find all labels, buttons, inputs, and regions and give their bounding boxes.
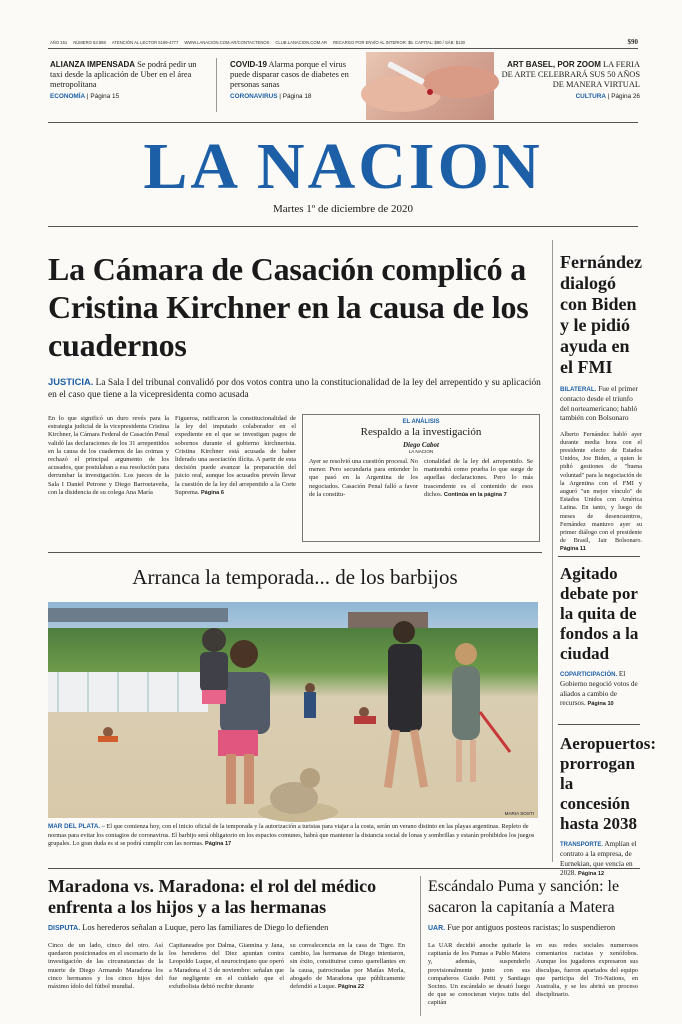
lead-col2 — [175, 415, 296, 543]
analysis-ref[interactable]: Continúa en la página 7 — [443, 491, 507, 498]
topline-item: NÚMERO 53.888 — [73, 39, 106, 45]
teaser-page: Página 18 — [282, 93, 312, 100]
bottom-deck — [48, 923, 416, 934]
sidebar-deck-text: Fue el primer contacto desde el triunfo del norteamericano; habló también con Bolsonaro — [560, 384, 639, 423]
sidebar-ref[interactable]: Página 11 — [560, 546, 586, 553]
sidebar-deck-text: El Gobierno negoció votos de aliados a cambio de recursos. — [560, 670, 638, 708]
teaser-covid[interactable] — [230, 60, 368, 112]
bottom-columns — [48, 942, 416, 990]
beach-photo — [48, 602, 538, 818]
bottom-headline: Escándalo Puma y sanción: le sacaron la capitanía a Matera — [428, 878, 620, 916]
teaser-divider — [216, 58, 217, 112]
teaser-text — [230, 60, 368, 90]
bottom-divider — [420, 876, 421, 1016]
teaser-body: Se podrá pedir un taxi desde la aplicación de Uber en el área metropolitana — [50, 60, 197, 89]
masthead-title[interactable]: LA NACION — [143, 130, 543, 203]
lead-col2-text: Figueroa, ratificaron la constitucionalidad de la ley del imputado colaborador en el expediente en el que se investigan pagos de sobornos durante el gobierno kirchnerista. Cristina Kirchner está acusada de haber liderado una asociación ilícita. A partir de esta decisión puede avanzar la preparación del juicio oral, aunque los acusados prevén llevar la cuestión de la ley del arrepentido a la Corte Suprema. — [175, 415, 296, 496]
lead-col2-ref[interactable]: Página 6 — [200, 489, 224, 496]
topline-item: CLUB.LANACION.COM.AR — [275, 39, 328, 45]
analysis-title: Respaldo a la investigación — [360, 426, 482, 438]
sidebar-deck-text: Amplían el contrato a la empresa, de Eurnekian, que vencía en 2028. — [560, 840, 637, 878]
sidebar-body-text: Alberto Fernández habló ayer durante media hora con el presidente electo de Estados Unidos, Joe Biden, a quien le pidió gestiones de "buena voluntad" para la negociación de la Argentina con el FMI y auguró "un mejor vínculo" de Estados Unidos con América Latina. En tanto, y luego de meses de desencuentros, Fernández mantuvo ayer su primer diálogo con el presidente de Brasil, Jair Bolsonaro. — [560, 430, 642, 545]
analysis-box[interactable] — [302, 414, 540, 542]
teaser-text — [500, 60, 640, 90]
price: $90 — [627, 38, 638, 46]
sidebar-kicker: BILATERAL. — [560, 386, 597, 393]
analysis-outlet: LA NACION — [408, 449, 434, 454]
sidebar-divider — [552, 240, 553, 862]
teaser-section-line: CORONAVIRUS | Página 18 — [230, 93, 312, 100]
bottom-deck-text: Fue por antiguos posteos racistas; lo suspendieron — [447, 923, 616, 932]
sidebar-deck — [560, 384, 642, 423]
sidebar-deck — [560, 840, 642, 880]
bottom-deck-text: Los herederos señalan a Luque, pero las familiares de Diego lo defienden — [82, 923, 329, 932]
sidebar-ref[interactable]: Página 12 — [577, 871, 605, 878]
teaser-section-line: CULTURA | Página 26 — [575, 93, 640, 100]
photo-caption — [48, 823, 542, 863]
sidebar-story-transporte[interactable] — [560, 734, 656, 878]
bottom-columns — [428, 942, 642, 1007]
bottom-story-maradona[interactable] — [48, 876, 416, 1024]
teaser-cultura[interactable] — [500, 60, 640, 112]
photo-credit: MARIA SOSTI — [504, 811, 534, 816]
sidebar-body — [560, 431, 642, 555]
topline-item: ATENCIÓN AL LECTOR 5199-4777 — [111, 39, 179, 45]
teaser-photo — [366, 52, 494, 120]
teaser-section: CULTURA — [575, 93, 606, 100]
sidebar-ref[interactable]: Página 10 — [587, 701, 614, 708]
teaser-page: Página 15 — [90, 93, 120, 100]
teaser-page: Página 26 — [611, 93, 640, 100]
teaser-headline: ART BASEL, POR ZOOM — [507, 60, 601, 69]
lead-kicker: JUSTICIA. — [48, 376, 94, 387]
bottom-col1: Cinco de un lado, cinco del otro. Así quedaron posicionados en el escenario de la investigación de las circunstancias de la muerte de Diego Armando Maradona los cinco hermanos y los cinco hijos del máximo ídolo del fútbol mundial. — [48, 942, 163, 991]
bottom-col2: en sus redes sociales numerosos comentarios racistas y xenófobos. Aunque los jugadores expresaron sus disculpas, fueron apartados del equipo que participa del Tri-Nations, en Australia, y se les abrirá un proceso disciplinario. — [536, 942, 638, 999]
analysis-col2-text: cionalidad de la ley del arrepentido. Se mantendrá como prueba lo que surge de aquellas declaraciones. Pero lo más trascendente es el contenido de esos dichos. — [424, 458, 533, 498]
sidebar-kicker: COPARTICIPACIÓN. — [560, 672, 618, 678]
teaser-headline: COVID-19 — [230, 60, 267, 69]
sidebar-headline: Aeropuertos: prorrogan la concesión hasta 2038 — [560, 734, 656, 833]
lead-headline[interactable]: La Cámara de Casación complicó a Cristina Kirchner en la causa de los cuadernos — [48, 251, 529, 363]
analysis-label: EL ANÁLISIS — [402, 419, 440, 425]
lead-col1: En lo que significó un duro revés para la estrategia judicial de la vicepresidenta Cristina Kirchner, la Cámara Federal de Casación Penal validó las declaraciones de los 31 arrepentidos en la causa de los cuadernos de las coimas y rechazó el principal argumento de los acusados, que postulaban a esa resolución para derrumbar la investigación. Los jueces de la Sala I Daniel Petrone y Diego Barroetaveña, con la disidencia de su colega Ana María — [48, 415, 169, 496]
bottom-rule — [48, 868, 640, 869]
sidebar-headline: Agitado debate por la quita de fondos a la ciudad — [560, 564, 639, 663]
topline-item: RECARGO POR ENVÍO AL INTERIOR: $5. CAPITAL: $90 / SÁB: $130 — [333, 39, 466, 45]
sidebar-story-coparticipacion[interactable] — [560, 564, 642, 714]
bottom-kicker: DISPUTA. — [48, 925, 81, 932]
topline — [50, 37, 638, 47]
sidebar-story-bilateral[interactable] — [560, 252, 642, 552]
analysis-col2 — [424, 458, 533, 520]
caption-text: – El que comienza hoy, con el inicio oficial de la temporada y la autorización a turistas para viajar a la costa, serán un verano distinto en las playas argentinas. Repleto de normas para evitar los contagios de coronavirus. El barbijo será obligatorio en los espacios comunes, habrá que mantener la distancia social de lonas y sombrillas y estarán prohibidos los juegos grupales. Lo gran duda es si se podrá cumplir con las normas. — [48, 823, 535, 848]
sidebar-deck — [560, 670, 642, 710]
teaser-rule — [48, 122, 638, 123]
sidebar-headline: Fernández dialogó con Biden y le pidió ayuda en el FMI — [560, 252, 642, 377]
teaser-body: LA FERIA DE ARTE CELEBRARÁ SUS 50 AÑOS DE MANERA VIRTUAL — [501, 60, 640, 89]
caption-kicker: MAR DEL PLATA. — [48, 823, 101, 830]
teaser-text — [50, 60, 206, 90]
sidebar-rule — [558, 556, 640, 557]
bottom-col1: La UAR decidió anoche quitarle la capitanía de los Pumas a Pablo Matera y, además, suspenderlo provisionalmente junto con sus compañeros Guido Petti y Santiago Socino. Un escándalo se desató luego de que se conocieran viejos tuits del capitán — [428, 942, 530, 1007]
masthead-date: Martes 1º de diciembre de 2020 — [273, 203, 413, 215]
bottom-deck — [428, 923, 642, 934]
bottom-ref[interactable]: Página 22 — [337, 984, 365, 991]
topline-item: AÑO 151 — [50, 39, 68, 45]
beach-scene-icon — [48, 602, 538, 818]
lead-deck-text: La Sala I del tribunal convalidó por dos votos contra uno la constitucionalidad de la ley del arrepentido y su aplicación en el caso que tiene a la vicepresidenta como acusada — [48, 378, 541, 400]
bottom-headline: Maradona vs. Maradona: el rol del médico enfrenta a los hijos y a las hermanas — [48, 876, 377, 917]
teaser-section: CORONAVIRUS — [230, 93, 278, 100]
analysis-col1: Ayer se resolvió una cuestión procesal. No menor. Pero secundaria para entender lo que pasó en la Argentina de los negociados. Casación Penal falló a favor de la constitu- — [309, 458, 418, 498]
bottom-kicker: UAR. — [428, 925, 446, 932]
sidebar-kicker: TRANSPORTE. — [560, 842, 604, 848]
caption-ref[interactable]: Página 17 — [205, 841, 232, 848]
bottom-col3 — [290, 942, 405, 990]
photo-headline[interactable]: Arranca la temporada... de los barbijos — [132, 565, 458, 589]
topline-item: WWW.LANACION.COM.AR/CONTACTENOS — [184, 39, 270, 45]
teaser-body: Alarma porque el virus puede disparar casos de diabetes en personas sanas — [230, 60, 349, 89]
lead-rule — [48, 552, 542, 553]
teaser-section-line: ECONOMÍA | Página 15 — [50, 93, 120, 100]
finger-syringe-icon — [366, 52, 494, 120]
analysis-author: Diego Cabot — [403, 441, 439, 449]
bottom-story-matera[interactable] — [428, 876, 642, 1024]
masthead-rule — [48, 226, 638, 227]
teaser-section: ECONOMÍA — [50, 93, 86, 100]
bottom-col3-text: su convalecencia en la casa de Tigre. En cambio, las hermanas de Diego intentaron, sin éxito, constituirse como querellantes en la causa, patrocinadas por Matías Morla, abogado de Maradona que públicamente defendió a Luque. — [290, 942, 405, 991]
bottom-col2: Capitaneados por Dalma, Giannina y Jana, los herederos del Diez apuntan contra Leopoldo Luque, el neurocirujano que operó a Maradona el 3 de noviembre: señalan que fue negligente en el cuidado que el exfutbolista debió recibir durante — [169, 942, 284, 991]
teaser-headline: ALIANZA IMPENSADA — [50, 60, 136, 69]
lead-deck — [48, 376, 542, 401]
topline-rule — [48, 48, 638, 49]
teaser-economia[interactable] — [50, 60, 206, 112]
sidebar-rule — [558, 724, 640, 725]
